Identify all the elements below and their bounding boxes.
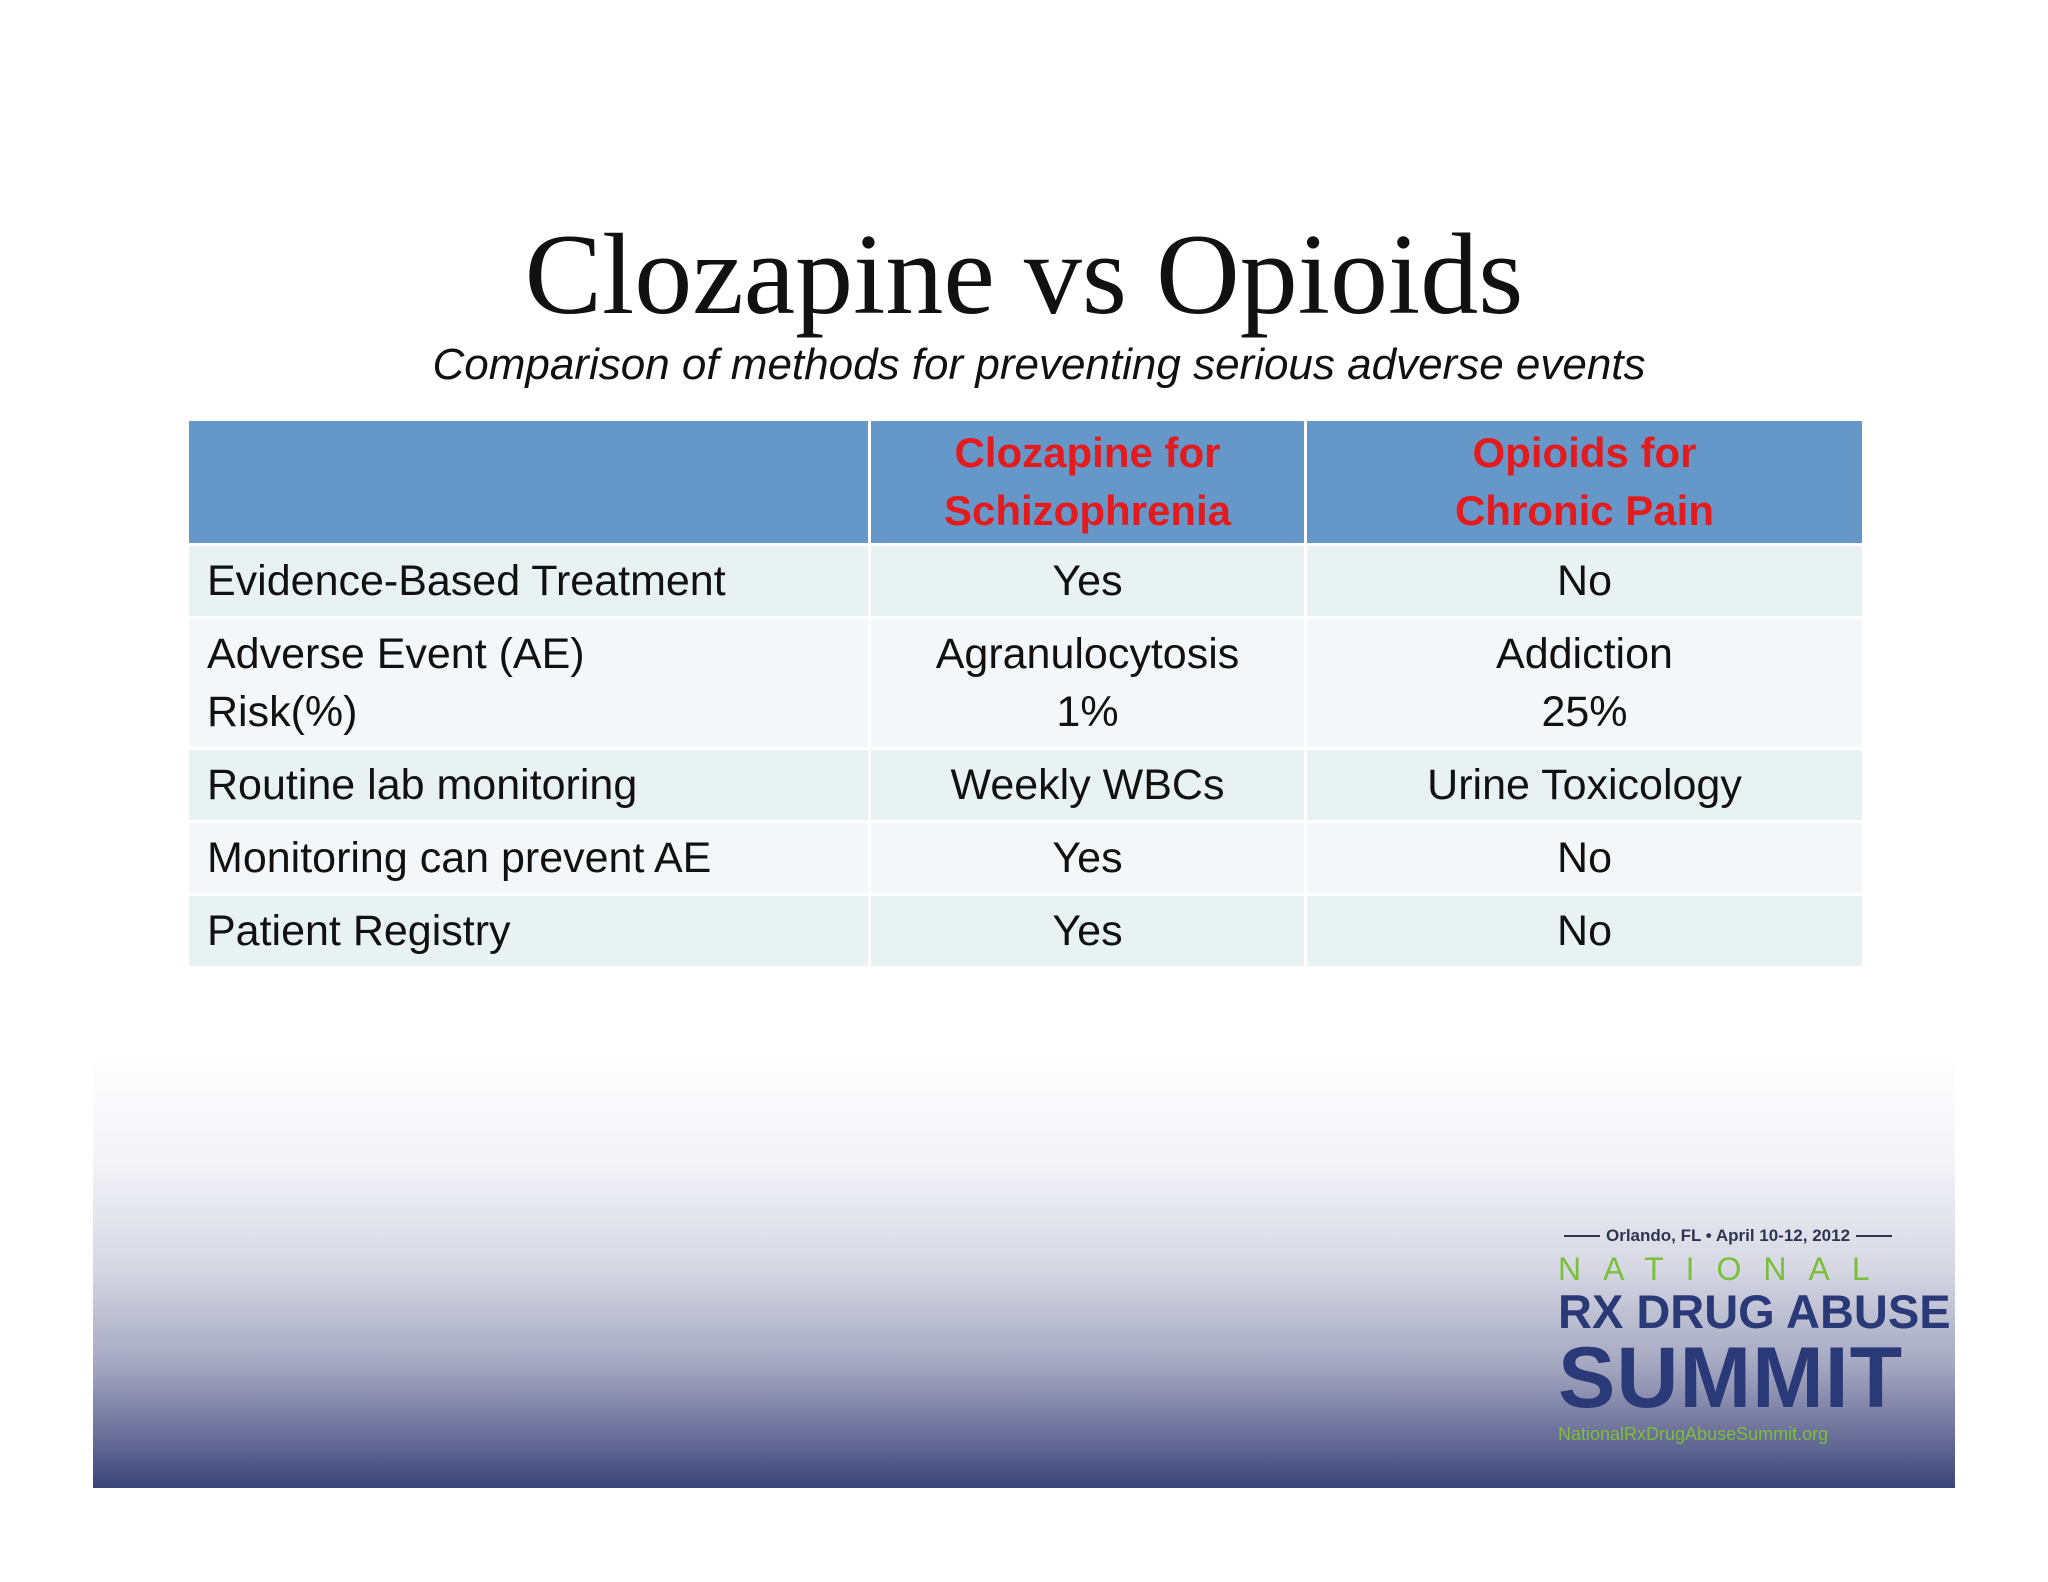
row-label: Routine lab monitoring [188,749,870,822]
table-row [188,822,1864,895]
logo-location: Orlando, FL • April 10-12, 2012 [1605,1226,1851,1245]
clozapine-cell: Yes [870,545,1306,618]
header-clozapine-line1: Clozapine for [954,429,1221,476]
table-row [188,749,1864,822]
clozapine-cell: Weekly WBCs [870,749,1306,822]
row-label [188,618,870,749]
clozapine-cell-line1: Agranulocytosis [935,630,1240,678]
header-opioids [1306,420,1864,545]
row-label-line1: Adverse Event (AE) [207,630,585,678]
clozapine-cell: Yes [870,895,1306,968]
row-label-line2: Risk(%) [207,688,358,736]
row-label: Monitoring can prevent AE [188,822,870,895]
header-clozapine-line2: Schizophrenia [943,487,1232,534]
header-opioids-line2: Chronic Pain [1454,487,1715,534]
opioids-cell-line1: Addiction [1496,630,1673,678]
logo-rule-right [1856,1235,1892,1237]
table-row [188,545,1864,618]
slide-subtitle: Comparison of methods for preventing serious adverse events [432,340,1646,389]
logo-rx-drug-abuse: RX DRUG ABUSE [1558,1285,1951,1338]
logo-location-line [1558,1224,1898,1248]
logo-summit: SUMMIT [1558,1330,1904,1426]
opioids-cell: No [1306,545,1864,618]
opioids-cell: No [1306,895,1864,968]
table-row [188,618,1864,749]
logo-rule-left [1564,1235,1600,1237]
logo-url: NationalRxDrugAbuseSummit.org [1558,1424,1829,1444]
clozapine-cell-line2: 1% [1056,688,1119,736]
summit-logo [1558,1224,1951,1448]
slide-title: Clozapine vs Opioids [524,211,1524,339]
opioids-cell: No [1306,822,1864,895]
comparison-table [186,418,1865,969]
table-header-row [188,420,1864,545]
header-clozapine [870,420,1306,545]
logo-national: NATIONAL [1558,1251,1892,1287]
row-label: Patient Registry [188,895,870,968]
header-opioids-line1: Opioids for [1472,429,1697,476]
table-row [188,895,1864,968]
opioids-cell [1306,618,1864,749]
clozapine-cell: Yes [870,822,1306,895]
opioids-cell-line2: 25% [1541,688,1628,736]
row-label: Evidence-Based Treatment [188,545,870,618]
header-empty-cell [188,420,870,545]
clozapine-cell [870,618,1306,749]
opioids-cell: Urine Toxicology [1306,749,1864,822]
